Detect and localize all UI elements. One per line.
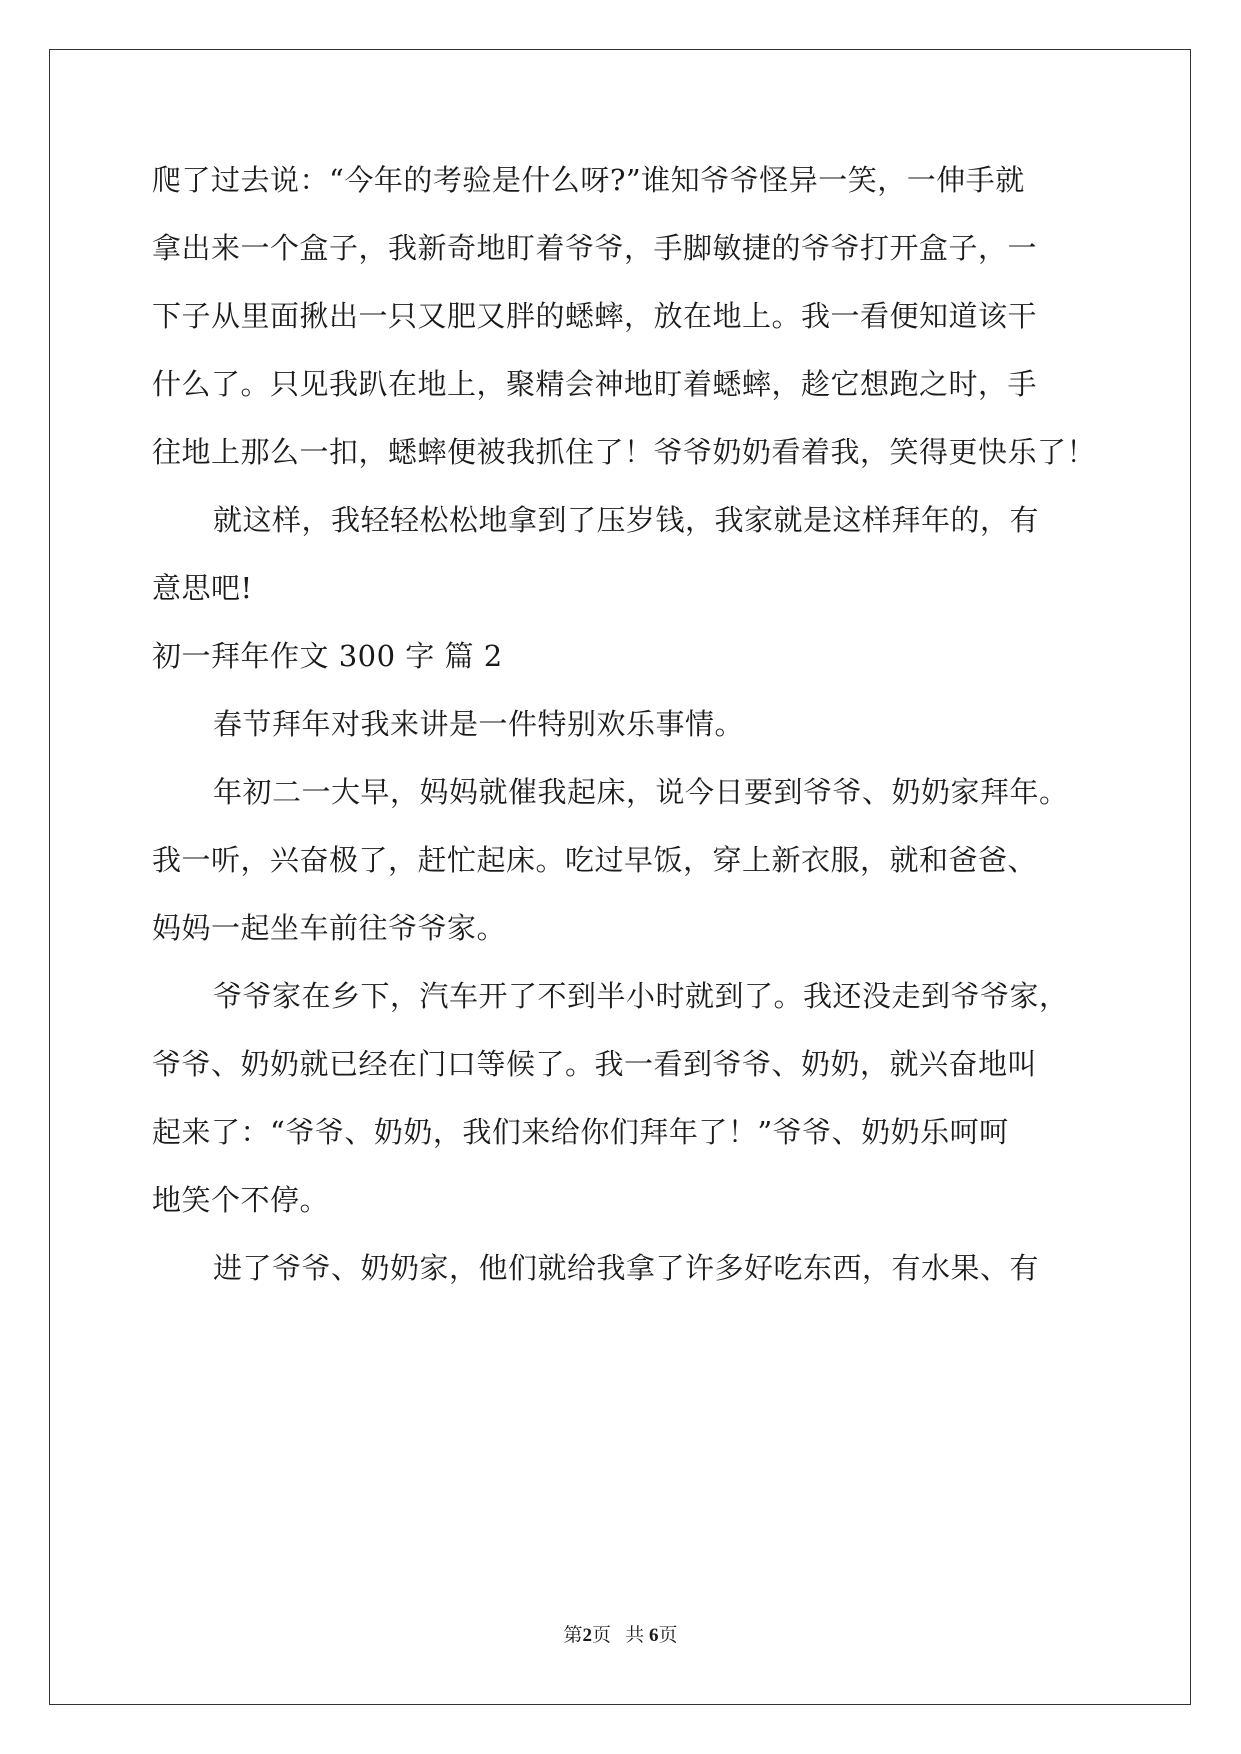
footer-page-prefix: 第 <box>563 1625 583 1646</box>
text-line: 什么了。只见我趴在地上，聚精会神地盯着蟋蟀，趁它想跑之时，手 <box>152 367 1038 401</box>
text-line: 拿出来一个盒子，我新奇地盯着爷爷，手脚敏捷的爷爷打开盒子，一 <box>152 231 1038 265</box>
footer-total-pages: 6 <box>649 1625 659 1646</box>
page-footer <box>0 1624 1241 1648</box>
text-line: 爷爷家在乡下，汽车开了不到半小时就到了。我还没走到爷爷家， <box>213 979 1069 1013</box>
text-line: 地笑个不停。 <box>152 1183 330 1217</box>
text-line: 春节拜年对我来讲是一件特别欢乐事情。 <box>213 707 745 741</box>
text-line: 进了爷爷、奶奶家，他们就给我拿了许多好吃东西，有水果、有 <box>213 1251 1040 1285</box>
text-line: 爷爷、奶奶就已经在门口等候了。我一看到爷爷、奶奶，就兴奋地叫 <box>152 1047 1038 1081</box>
footer-total-prefix: 共 <box>625 1625 645 1646</box>
text-line: 下子从里面揪出一只又肥又胖的蟋蟀，放在地上。我一看便知道该干 <box>152 299 1038 333</box>
text-line: 爬了过去说：“今年的考验是什么呀?”谁知爷爷怪异一笑，一伸手就 <box>152 163 1025 197</box>
text-line: 起来了：“爷爷、奶奶，我们来给你们拜年了！”爷爷、奶奶乐呵呵 <box>152 1115 1009 1149</box>
footer-page-number: 2 <box>582 1625 592 1646</box>
text-line: 往地上那么一扣，蟋蟀便被我抓住了！爷爷奶奶看着我，笑得更快乐了！ <box>152 435 1097 469</box>
text-line: 年初二一大早，妈妈就催我起床，说今日要到爷爷、奶奶家拜年。 <box>213 775 1069 809</box>
section-heading: 初一拜年作文 300 字 篇 2 <box>152 639 503 673</box>
footer-total-suffix: 页 <box>658 1625 678 1646</box>
footer-page-suffix: 页 <box>591 1625 611 1646</box>
text-line: 就这样，我轻轻松松地拿到了压岁钱，我家就是这样拜年的，有 <box>213 503 1040 537</box>
text-line: 意思吧! <box>152 571 253 605</box>
text-line: 妈妈一起坐车前往爷爷家。 <box>152 911 507 945</box>
text-line: 我一听，兴奋极了，赶忙起床。吃过早饭，穿上新衣服，就和爸爸、 <box>152 843 1038 877</box>
